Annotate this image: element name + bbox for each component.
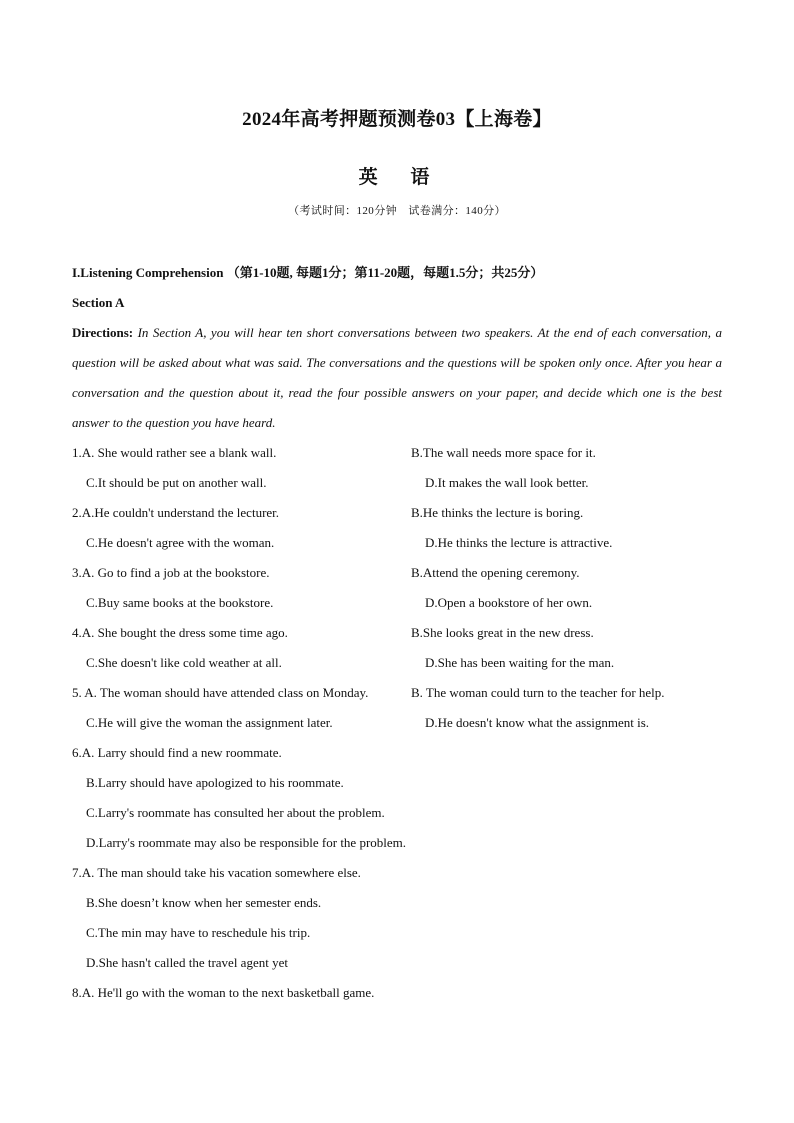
question-5-row-2	[72, 708, 722, 738]
question-1-row-1	[72, 438, 722, 468]
question-5-row-1	[72, 678, 722, 708]
section-heading-line	[72, 258, 722, 288]
q6-option-a: 6.A. Larry should find a new roommate.	[72, 745, 282, 760]
q1-option-b: B.The wall needs more space for it.	[411, 445, 596, 460]
q1-option-a: 1.A. She would rather see a blank wall.	[72, 445, 277, 460]
question-3-row-1	[72, 558, 722, 588]
q5-option-a: 5. A. The woman should have attended class on Monday.	[72, 685, 369, 700]
q4-option-c: C.She doesn't like cold weather at all.	[86, 655, 282, 670]
q7-option-a: 7.A. The man should take his vacation somewhere else.	[72, 865, 361, 880]
question-2-row-1	[72, 498, 722, 528]
q2-option-d: D.He thinks the lecture is attractive.	[425, 535, 613, 550]
exam-info: （考试时间：120分钟 试卷满分：140分）	[288, 205, 506, 217]
question-3-row-2	[72, 588, 722, 618]
q3-option-b: B.Attend the opening ceremony.	[411, 565, 580, 580]
q4-option-b: B.She looks great in the new dress.	[411, 625, 594, 640]
q2-option-c: C.He doesn't agree with the woman.	[86, 535, 275, 550]
subject-heading: 英 语	[358, 167, 444, 188]
section-heading: I.Listening Comprehension	[72, 265, 224, 280]
q4-option-d: D.She has been waiting for the man.	[425, 655, 615, 670]
directions-label: Directions:	[72, 325, 134, 340]
section-a-heading: Section A	[72, 295, 125, 310]
q7-option-c: C.The min may have to reschedule his trip.	[86, 925, 311, 940]
q3-option-a: 3.A. Go to find a job at the bookstore.	[72, 565, 270, 580]
q3-option-c: C.Buy same books at the bookstore.	[86, 595, 274, 610]
q7-option-d: D.She hasn't called the travel agent yet	[86, 955, 288, 970]
directions-paragraph	[72, 318, 722, 438]
q1-option-d: D.It makes the wall look better.	[425, 475, 589, 490]
q5-option-c: C.He will give the woman the assignment later.	[86, 715, 333, 730]
question-4-row-1	[72, 618, 722, 648]
q5-option-b: B. The woman could turn to the teacher for help.	[411, 685, 665, 700]
page-title: 2024年高考押题预测卷03【上海卷】	[242, 109, 552, 130]
q2-option-b: B.He thinks the lecture is boring.	[411, 505, 584, 520]
directions-text: In Section A, you will hear ten short conversations between two speakers. At the end of each conversation, a question will be asked about what was said. The conversations and the questions will be spoken only once. After you hear a conversation and the question about it, read the four possible answers on your paper, and decide which one is the best answer to the question you have heard.	[72, 325, 722, 430]
question-2-row-2	[72, 528, 722, 558]
q6-option-d: D.Larry's roommate may also be responsible for the problem.	[86, 835, 407, 850]
q2-option-a: 2.A.He couldn't understand the lecturer.	[72, 505, 280, 520]
question-4-row-2	[72, 648, 722, 678]
q4-option-a: 4.A. She bought the dress some time ago.	[72, 625, 288, 640]
q3-option-d: D.Open a bookstore of her own.	[425, 595, 593, 610]
q6-option-c: C.Larry's roommate has consulted her about the problem.	[86, 805, 385, 820]
q1-option-c: C.It should be put on another wall.	[86, 475, 267, 490]
q6-option-b: B.Larry should have apologized to his roommate.	[86, 775, 344, 790]
exam-body	[72, 258, 722, 1008]
q5-option-d: D.He doesn't know what the assignment is.	[425, 715, 650, 730]
section-scoring: （第1-10题, 每题1分；第11-20题，每题1.5分；共25分）	[226, 265, 544, 280]
question-1-row-2	[72, 468, 722, 498]
q7-option-b: B.She doesn’t know when her semester ends.	[86, 895, 322, 910]
q8-option-a: 8.A. He'll go with the woman to the next basketball game.	[72, 985, 375, 1000]
